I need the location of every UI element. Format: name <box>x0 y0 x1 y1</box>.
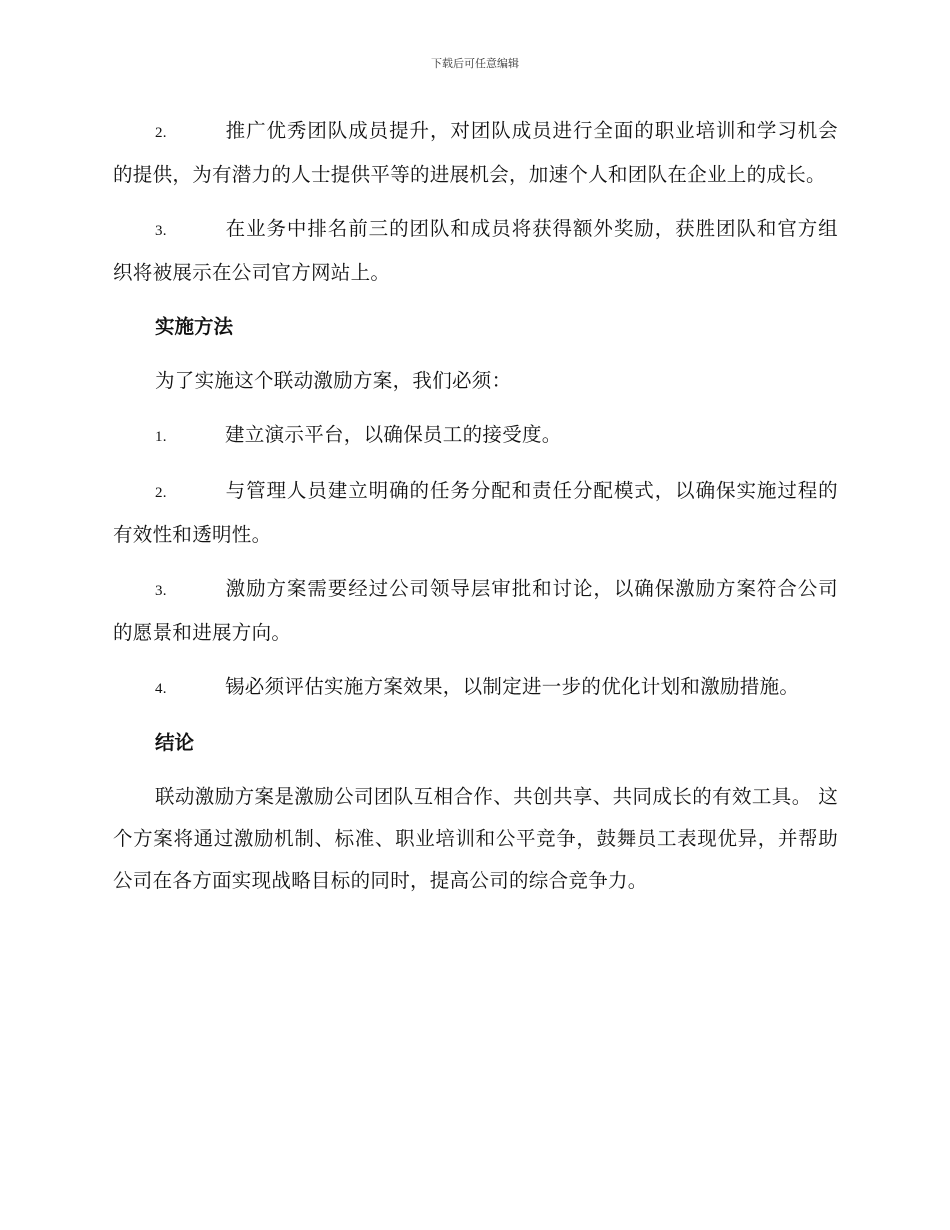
section-heading-implementation: 实施方法 <box>155 315 234 338</box>
list-number: 1. <box>155 429 167 445</box>
header-note: 下载后可任意编辑 <box>431 57 519 70</box>
list-text: 激励方案需要经过公司领导层审批和讨论，以确保激励方案符合公司的愿景和进展方向。 <box>113 577 838 644</box>
list-item <box>113 208 838 294</box>
section-heading-conclusion: 结论 <box>155 731 195 754</box>
document-body <box>113 110 838 914</box>
list-text: 在业务中排名前三的团队和成员将获得额外奖励，获胜团队和官方组织将被展示在公司官方网站上。 <box>113 217 838 284</box>
list-text: 建立演示平台，以确保员工的接受度。 <box>225 423 562 446</box>
list-number: 2. <box>155 485 167 501</box>
list-text: 锡必须评估实施方案效果，以制定进一步的优化计划和激励措施。 <box>225 675 800 698</box>
implementation-intro: 为了实施这个联动激励方案，我们必须： <box>155 369 512 392</box>
list-text: 与管理人员建立明确的任务分配和责任分配模式，以确保实施过程的有效性和透明性。 <box>113 479 838 546</box>
conclusion-paragraph: 联动激励方案是激励公司团队互相合作、共创共享、共同成长的有效工具。 这个方案将通过激励机制、标准、职业培训和公平竞争，鼓舞员工表现优异，并帮助公司在各方面实现战略目标的同时，提高公司的综合竞争力。 <box>113 785 838 892</box>
list-item <box>113 110 838 196</box>
list-item <box>113 414 838 458</box>
list-item <box>113 666 838 710</box>
list-number: 3. <box>155 583 167 599</box>
list-item <box>113 470 838 556</box>
list-number: 4. <box>155 681 167 697</box>
list-number: 3. <box>155 223 167 239</box>
list-text: 推广优秀团队成员提升，对团队成员进行全面的职业培训和学习机会的提供，为有潜力的人士提供平等的进展机会，加速个人和团队在企业上的成长。 <box>113 119 838 186</box>
list-number: 2. <box>155 125 167 141</box>
list-item <box>113 568 838 654</box>
